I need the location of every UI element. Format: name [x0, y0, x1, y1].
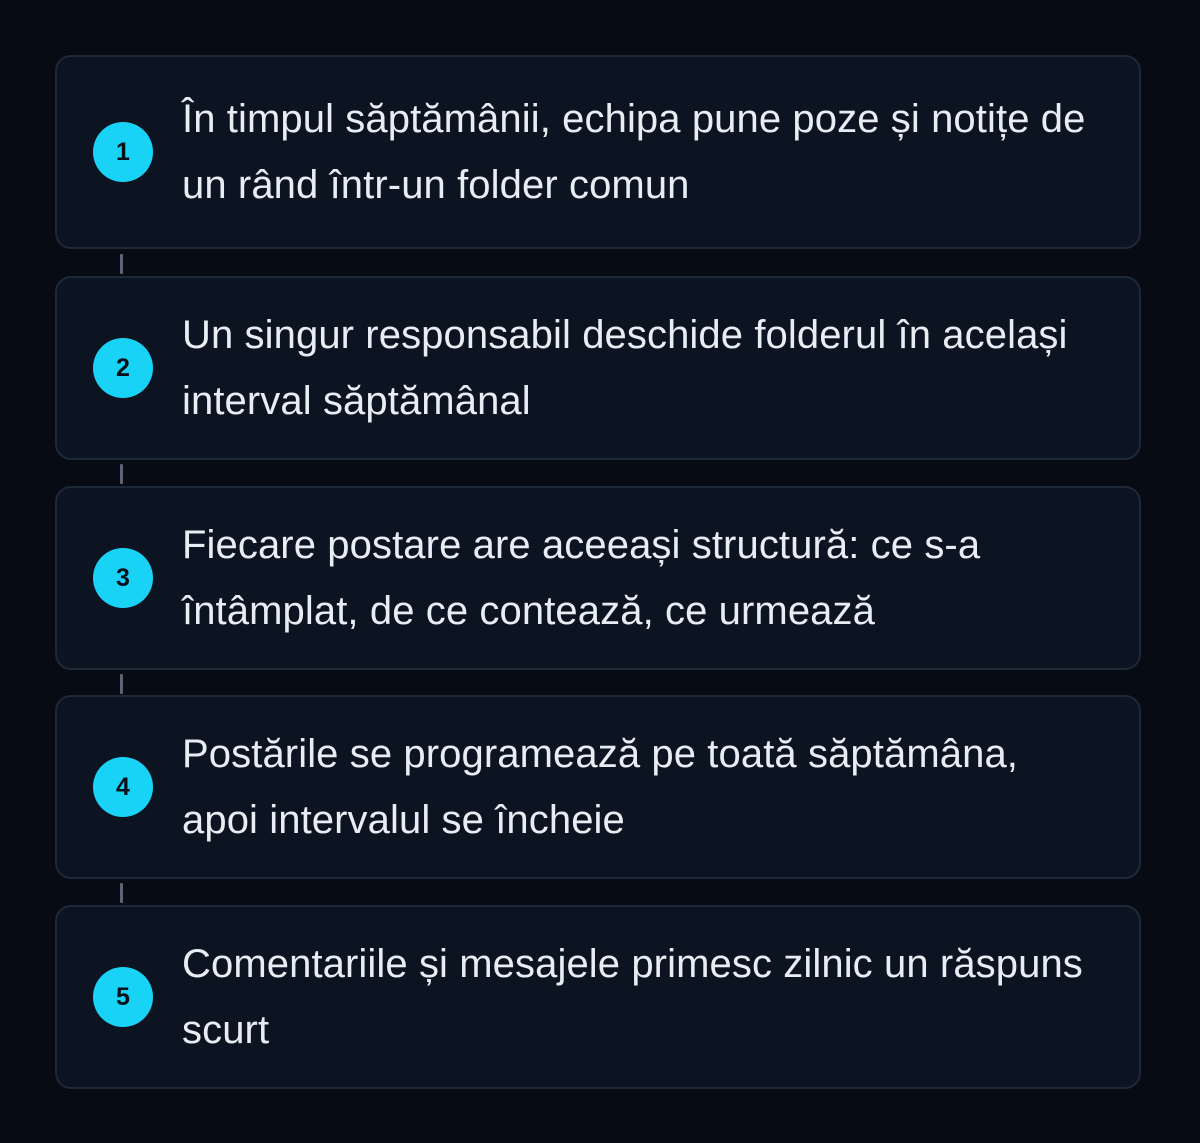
- step-text: Un singur responsabil deschide folderul în același interval săptămânal: [182, 313, 1068, 423]
- step-connector: [120, 674, 123, 694]
- step-connector: [120, 883, 123, 903]
- step-text: Comentariile și mesajele primesc zilnic un răspuns scurt: [182, 942, 1083, 1052]
- step-number-badge: 4: [93, 757, 153, 817]
- step-card-2: [55, 276, 1141, 460]
- step-connector: [120, 464, 123, 484]
- step-card-3: [55, 486, 1141, 670]
- step-text: Fiecare postare are aceeași structură: ce s-a întâmplat, de ce contează, ce urmează: [182, 523, 981, 633]
- step-card-4: [55, 695, 1141, 879]
- step-card-5: [55, 905, 1141, 1089]
- step-number-badge: 2: [93, 338, 153, 398]
- step-card-1: [55, 55, 1141, 249]
- step-text: În timpul săptămânii, echipa pune poze și notițe de un rând într-un folder comun: [182, 97, 1086, 207]
- step-number-badge: 5: [93, 967, 153, 1027]
- step-text: Postările se programează pe toată săptămâna, apoi intervalul se încheie: [182, 732, 1019, 842]
- step-number-badge: 1: [93, 122, 153, 182]
- step-number-badge: 3: [93, 548, 153, 608]
- step-connector: [120, 254, 123, 274]
